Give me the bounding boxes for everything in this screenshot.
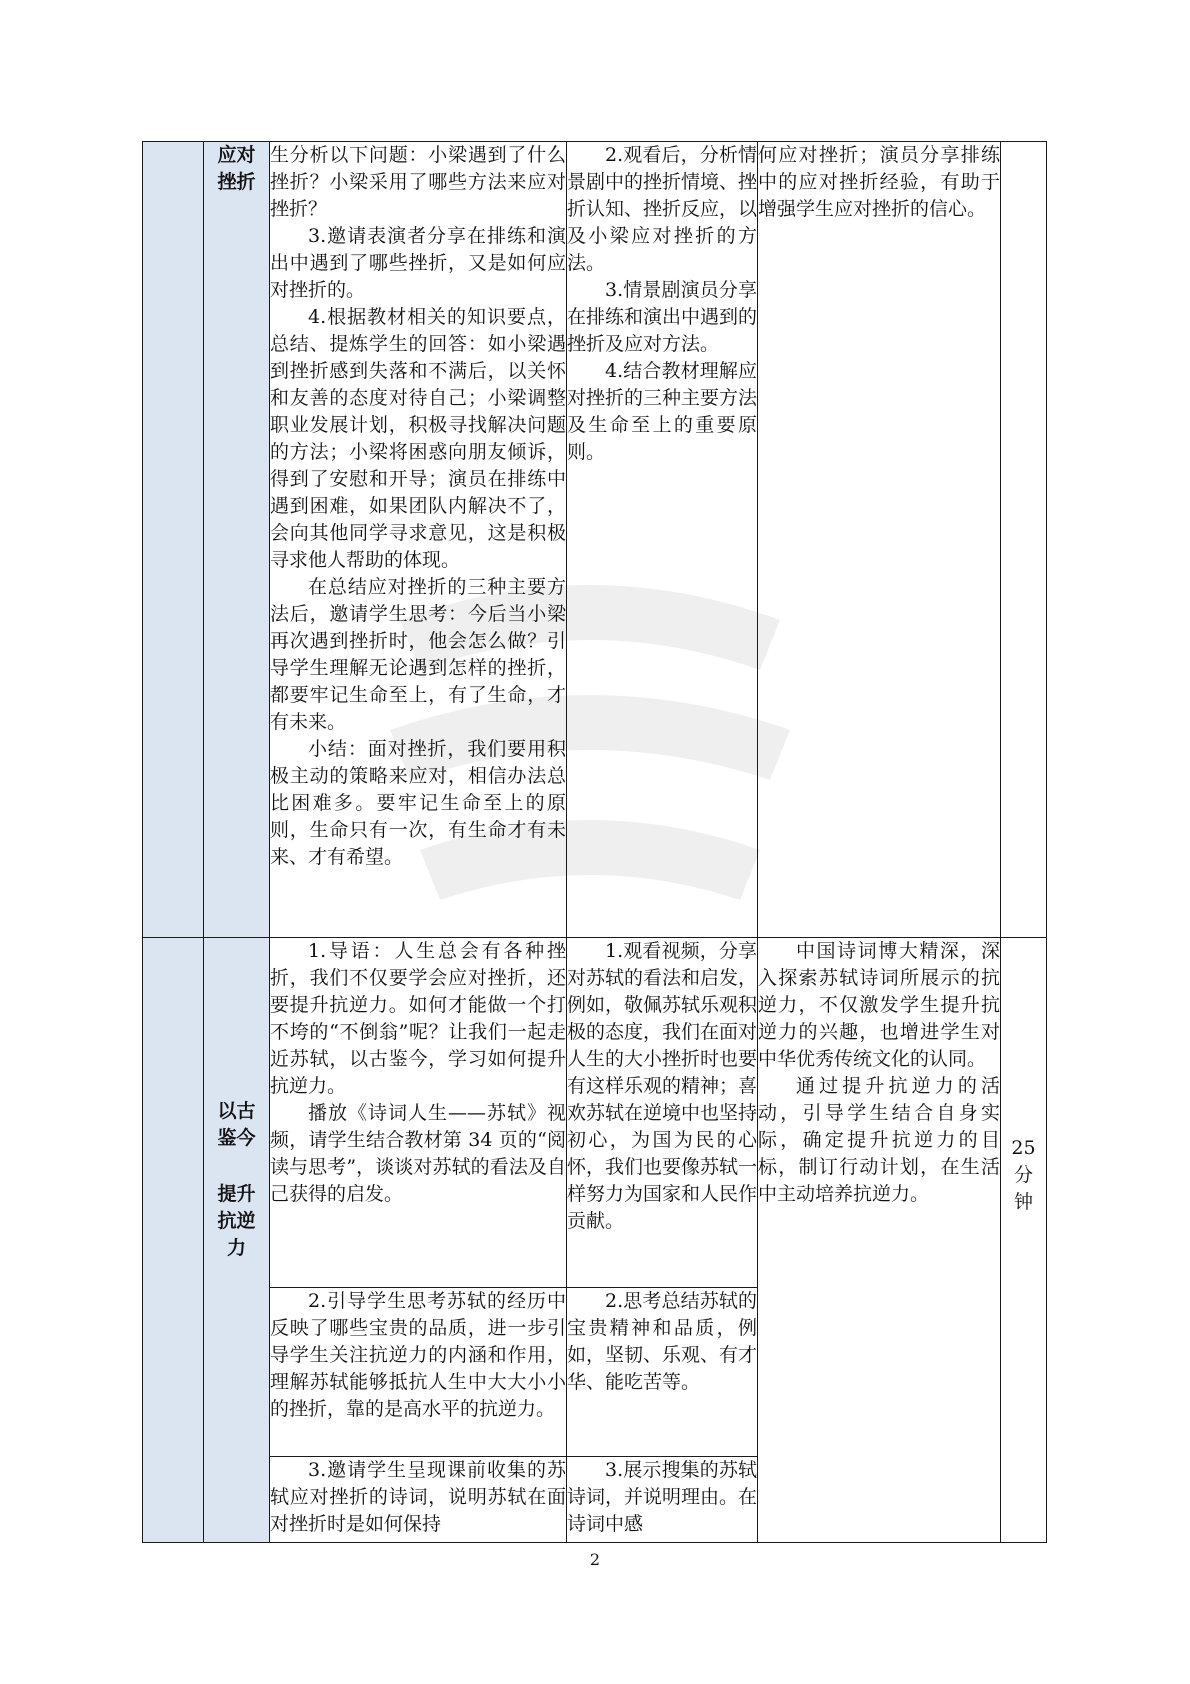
stage-cell xyxy=(143,938,204,1543)
design-intent-cell xyxy=(758,938,1001,1543)
student-activity-cell xyxy=(567,142,758,938)
paragraph: 2.观看后，分析情景剧中的挫折情境、挫折认知、挫折反应，以及小梁应对挫折的方法。 xyxy=(567,144,758,274)
student-activity xyxy=(567,938,757,1235)
table-row xyxy=(143,142,1047,938)
paragraph: 4.根据教材相关的知识要点，总结、提炼学生的回答：如小梁遇到挫折感到失落和不满后，以关怀和友善的态度对待自己；小梁调整职业发展计划，积极寻找解决问题的方法；小梁将困惑向朋友倾诉，得到了安慰和开导；演员在排练中遇到困难，如果团队内解决不了，会向其他同学寻求意见，这是积极寻求他人帮助的体现。 xyxy=(270,306,566,571)
student-activity-cell xyxy=(567,1457,758,1543)
paragraph: 2.引导学生思考苏轼的经历中反映了哪些宝贵的品质，进一步引导学生关注抗逆力的内涵和作用，理解苏轼能够抵抗人生中大大小小的挫折，靠的是高水平的抗逆力。 xyxy=(270,1290,566,1420)
teacher-activity-cell xyxy=(270,938,567,1288)
paragraph: 在总结应对挫折的三种主要方法后，邀请学生思考：今后当小梁再次遇到挫折时，他会怎么做？引导学生理解无论遇到怎样的挫折，都要牢记生命至上，有了生命，才有未来。 xyxy=(270,576,566,733)
paragraph: 何应对挫折；演员分享排练中的应对挫折经验，有助于增强学生应对挫折的信心。 xyxy=(758,144,1000,220)
stage-cell xyxy=(143,142,204,938)
teacher-activity-cell xyxy=(270,1288,567,1457)
paragraph: 3.邀请表演者分享在排练和演出中遇到了哪些挫折，又是如何应对挫折的。 xyxy=(270,225,566,301)
teacher-activity-cell xyxy=(270,1457,567,1543)
student-activity xyxy=(567,1288,757,1396)
paragraph: 4.结合教材理解应对挫折的三种主要方法及生命至上的重要原则。 xyxy=(567,360,758,463)
teacher-activity xyxy=(270,1457,566,1538)
paragraph: 小结：面对挫折，我们要用积极主动的策略来应对，相信办法总比困难多。要牢记生命至上的原则，生命只有一次，有生命才有未来、才有希望。 xyxy=(270,738,566,868)
time-cell xyxy=(1001,142,1047,938)
teacher-activity xyxy=(270,938,566,1208)
paragraph: 1.观看视频，分享对苏轼的看法和启发，例如，敬佩苏轼乐观积极的态度，我们在面对人生的大小挫折时也要有这样乐观的精神；喜欢苏轼在逆境中也坚持初心，为国为民的心怀，我们也要像苏轼一样努力为国家和人民作贡献。 xyxy=(567,940,758,1232)
phase-cell xyxy=(204,142,270,938)
paragraph: 中国诗词博大精深，深入探索苏轼诗词所展示的抗逆力，不仅激发学生提升抗逆力的兴趣，也增进学生对中华优秀传统文化的认同。 xyxy=(758,940,1000,1070)
paragraph: 通过提升抗逆力的活动，引导学生结合自身实际，确定提升抗逆力的目标，制订行动计划，在生活中主动培养抗逆力。 xyxy=(758,1075,1000,1205)
student-activity xyxy=(567,142,757,466)
design-intent-cell xyxy=(758,142,1001,938)
design-intent xyxy=(758,938,1000,1208)
paragraph: 生分析以下问题：小梁遇到了什么挫折？小梁采用了哪些方法来应对挫折？ xyxy=(270,144,566,220)
paragraph: 3.情景剧演员分享在排练和演出中遇到的挫折及应对方法。 xyxy=(567,279,758,355)
paragraph: 3.邀请学生呈现课前收集的苏轼应对挫折的诗词，说明苏轼在面对挫折时是如何保持 xyxy=(270,1459,566,1535)
table-row xyxy=(143,938,1047,1288)
paragraph: 3.展示搜集的苏轼诗词，并说明理由。在诗词中感 xyxy=(567,1459,758,1535)
phase-title: 应对 挫折 xyxy=(217,144,256,193)
time-value: 25 分 钟 xyxy=(1011,1136,1036,1213)
page-number: 2 xyxy=(589,1550,601,1569)
student-activity xyxy=(567,1457,757,1538)
teacher-activity xyxy=(270,1288,566,1423)
teacher-activity-cell xyxy=(270,142,567,938)
paragraph: 播放《诗词人生——苏轼》视频，请学生结合教材第 34 页的“阅读与思考”，谈谈对苏轼的看法及自己获得的启发。 xyxy=(270,1102,566,1205)
time-cell xyxy=(1001,938,1047,1543)
student-activity-cell xyxy=(567,938,758,1288)
design-intent xyxy=(758,142,1000,223)
paragraph: 2.思考总结苏轼的宝贵精神和品质，例如，坚韧、乐观、有才华、能吃苦等。 xyxy=(567,1290,758,1393)
student-activity-cell xyxy=(567,1288,758,1457)
phase-title: 以古 鉴今 提升 抗逆 力 xyxy=(217,1100,256,1259)
lesson-plan-table xyxy=(142,141,1047,1543)
paragraph: 1.导语：人生总会有各种挫折，我们不仅要学会应对挫折，还要提升抗逆力。如何才能做一个打不垮的“不倒翁”呢？让我们一起走近苏轼，以古鉴今，学习如何提升抗逆力。 xyxy=(270,940,566,1097)
teacher-activity xyxy=(270,142,566,871)
phase-cell xyxy=(204,938,270,1543)
